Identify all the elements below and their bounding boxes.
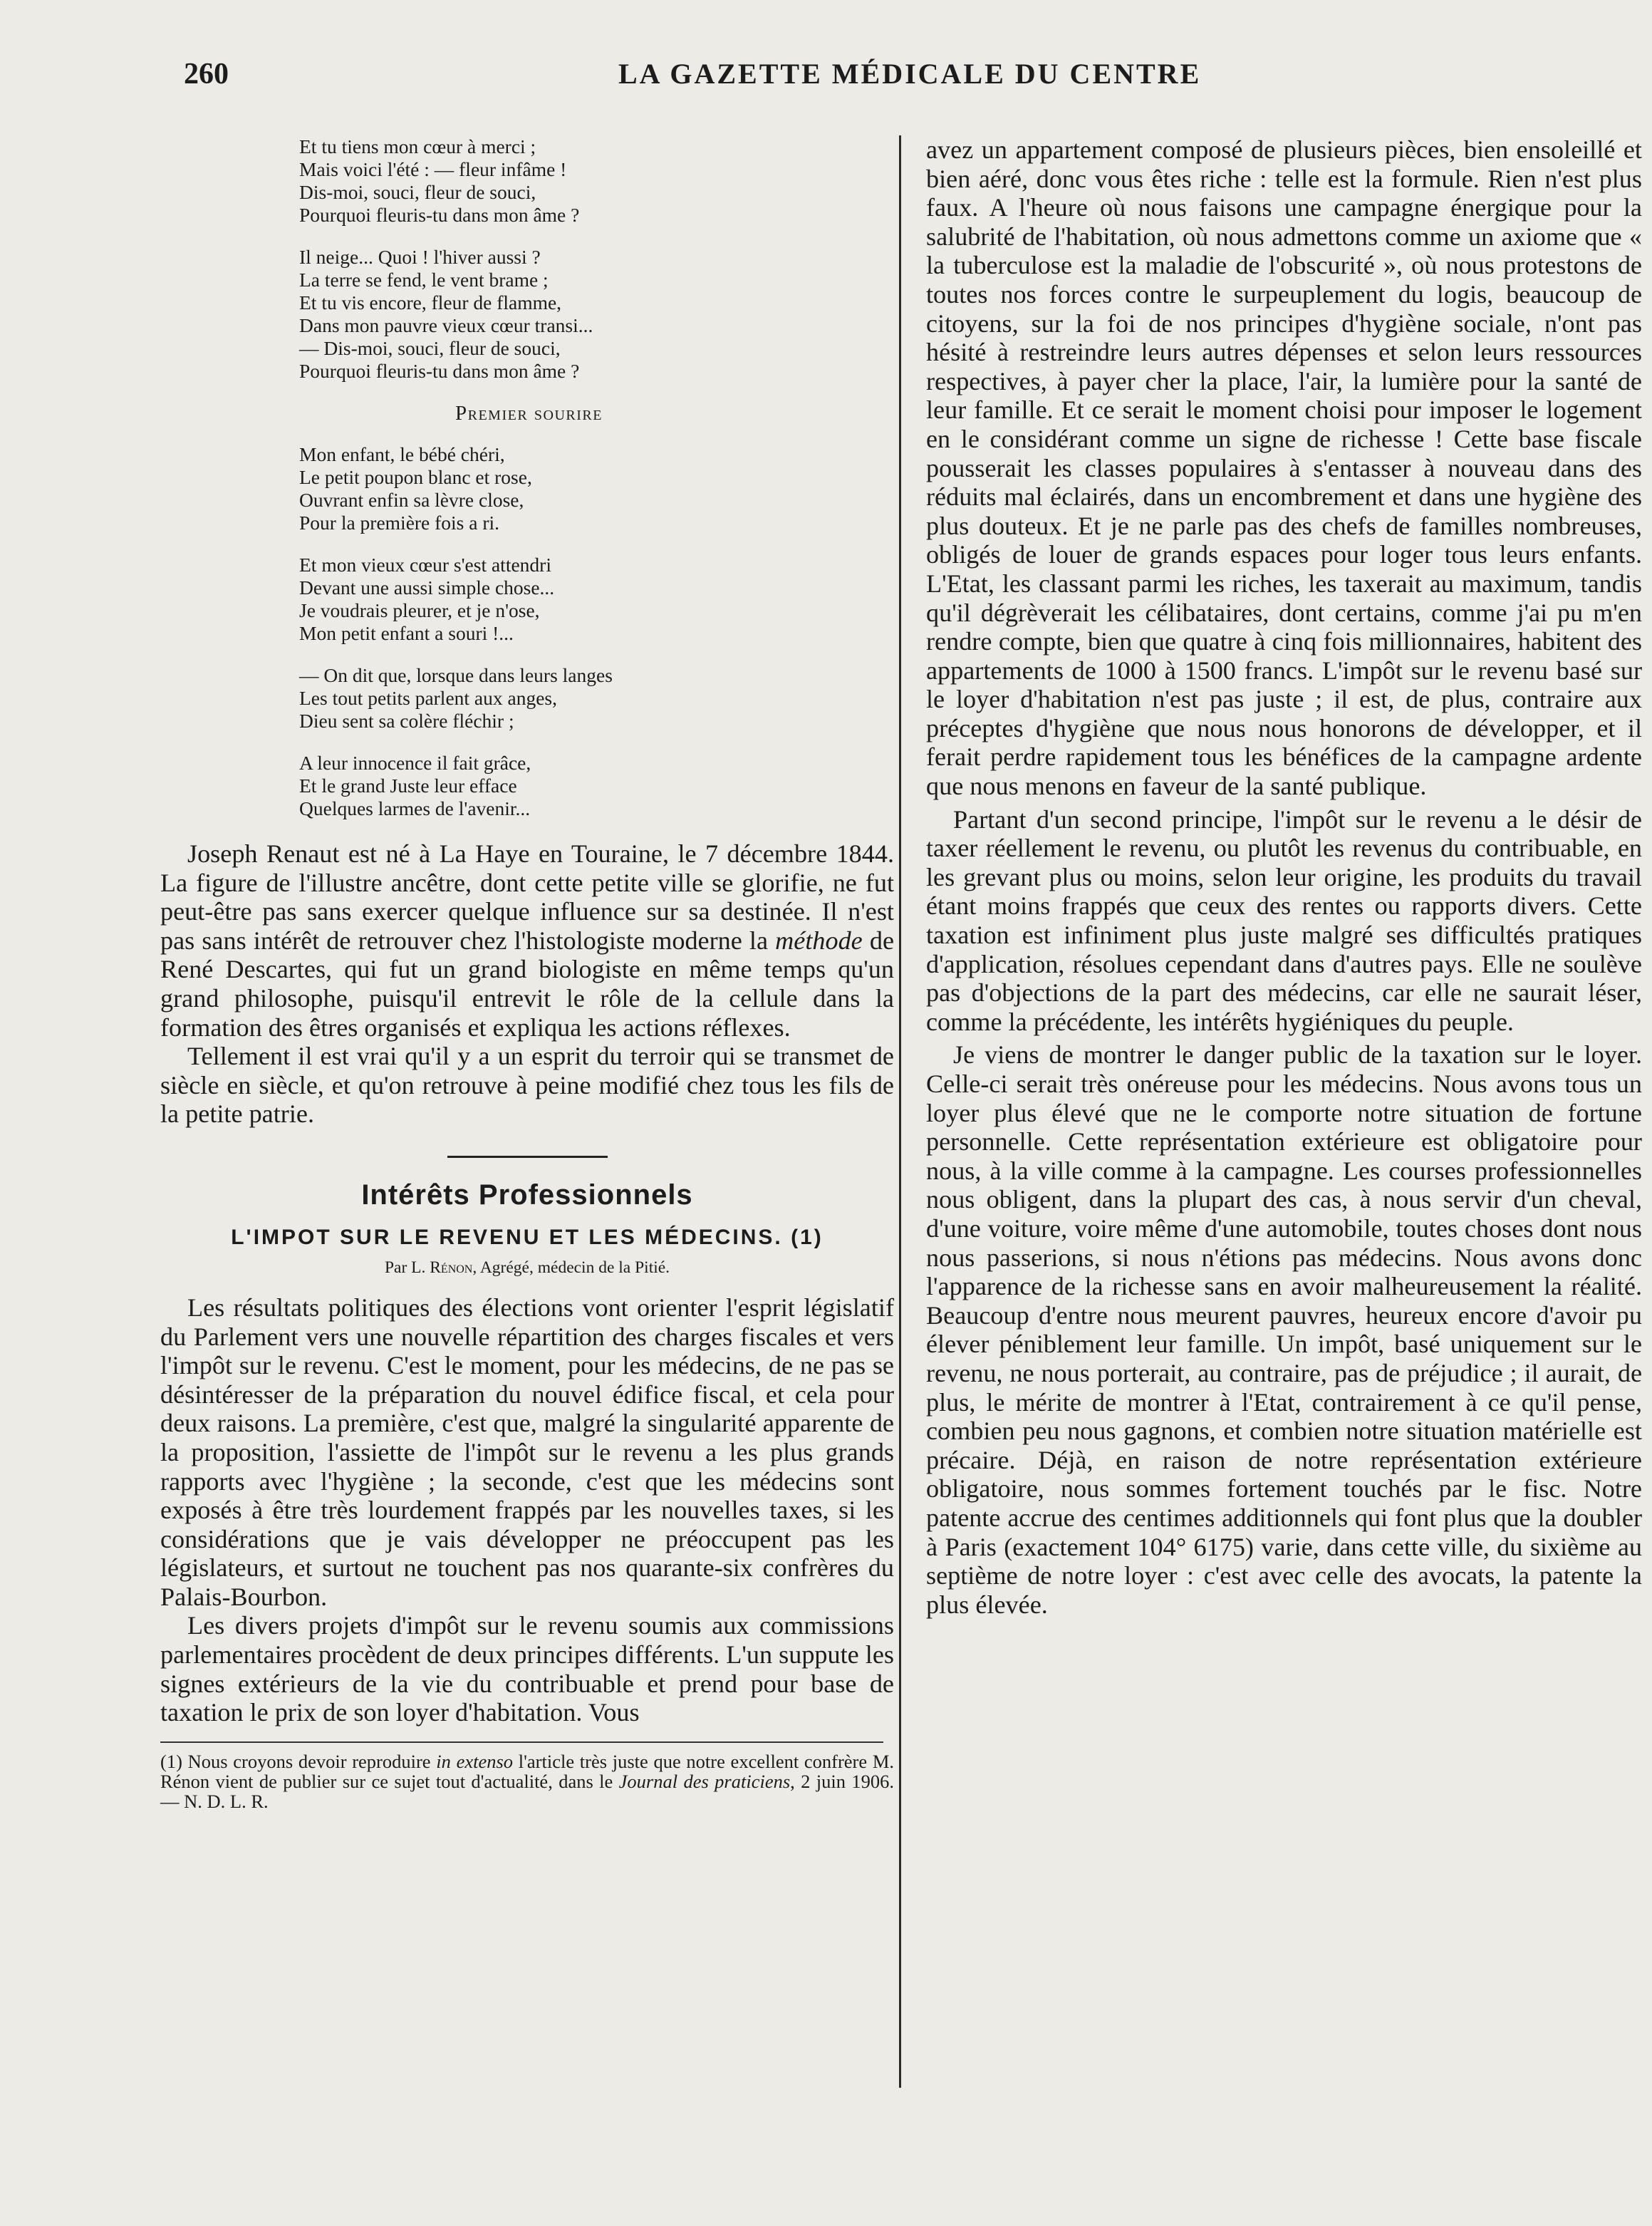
poem-line: Pour la première fois a ri.	[299, 512, 500, 534]
poem-line: Et mon vieux cœur s'est attendri	[299, 554, 551, 576]
poem-line: Et le grand Juste leur efface	[299, 775, 517, 797]
poem-stanza	[299, 664, 894, 732]
byline-suffix: , Agrégé, médecin de la Pitié.	[472, 1258, 670, 1277]
emphasis: in extenso	[436, 1750, 514, 1772]
article-text-left	[160, 1293, 894, 1727]
poem-line: Pourquoi fleuris-tu dans mon âme ?	[299, 204, 580, 226]
byline	[160, 1258, 894, 1278]
paragraph: avez un appartement composé de plusieurs pièces, bien ensoleillé et bien aéré, donc vous êtes riche : telle est la formule. Rien n'est plus faux. A l'heure où nous faisons une campagne énergique pour la salubrité de l'habitation, où nous admettons comme un axiome que « la tuberculose est la maladie de l'obscurité », où nous protestons de toutes nos forces contre le surpeuplement du logis, beaucoup de citoyens, sur la foi de nos principes d'hygiène sociale, n'ont pas hésité à restreindre leurs autres dépenses et selon leurs ressources respectives, à payer cher la place, l'air, la lumière pour la santé de leur famille. Et ce serait le moment choisi pour imposer le logement en le considérant comme un signe de richesse ! Cette base fiscale pousserait les classes populaires à s'entasser à nouveau dans des réduits mal éclairés, dans un encombrement et dans une hygiène des plus douteux. Et je ne parle pas des chefs de familles nombreuses, obligés de louer de grands espaces pour loger tous leurs enfants. L'Etat, les classant parmi les riches, les taxerait au maximum, tandis qu'il dégrèverait les célibataires, dont certains, comme j'ai pu m'en rendre compte, bien que quatre à cinq fois millionnaires, habitent des appartements de 1000 à 1500 francs. L'impôt sur le revenu basé sur le loyer d'habitation n'est pas juste ; il est, de plus, contraire aux préceptes d'hygiène que nous nous honorons de développer, et il ferait perdre rapidement tous les bénéfices de la campagne ardente que nous menons en faveur de la santé publique.	[926, 135, 1642, 801]
poem-line: Dis-moi, souci, fleur de souci,	[299, 181, 536, 203]
text-run: Joseph Renaut est né à La Haye en Touraine, le 7 décembre 1844. La figure de l'illustre ancêtre, dont cette petite ville se glorifie, ne fut peut-être pas sans exercer quelque influence sur sa destinée. Il n'est pas sans intérêt de retrouver chez l'histologiste moderne la	[160, 839, 894, 955]
poem-line: Le petit poupon blanc et rose,	[299, 466, 532, 488]
poem-line: Et tu tiens mon cœur à merci ;	[299, 135, 536, 157]
poem-line: Ouvrant enfin sa lèvre close,	[299, 489, 524, 511]
page-number: 260	[184, 58, 229, 90]
poem-line: Je voudrais pleurer, et je n'ose,	[299, 599, 540, 621]
page-header	[184, 57, 1202, 98]
poem-line: Pourquoi fleuris-tu dans mon âme ?	[299, 360, 580, 382]
emphasis: méthode	[775, 926, 863, 955]
column-divider	[899, 135, 901, 2088]
poem-line: A leur innocence il fait grâce,	[299, 752, 531, 774]
paragraph: Les divers projets d'impôt sur le revenu soumis aux commissions parlementaires procèdent de deux principes différents. L'un suppute les signes extérieurs de la vie du contribuable et prend pour base de taxation le prix de son loyer d'habitation. Vous	[160, 1611, 894, 1727]
paragraph: Tellement il est vrai qu'il y a un esprit du terroir qui se transmet de siècle en siècle, et qu'on retrouve à peine modifié chez tous les fils de la petite patrie.	[160, 1042, 894, 1129]
poem-line: Devant une aussi simple chose...	[299, 576, 555, 599]
article-text-right	[926, 135, 1642, 1619]
text-run: , 2 juin 1906. — N. D. L. R.	[160, 1770, 895, 1812]
right-column	[926, 135, 1642, 1623]
biography-text	[160, 839, 894, 1129]
poem-stanza	[299, 443, 894, 534]
byline-prefix: Par L.	[384, 1258, 426, 1277]
poem-line: Dans mon pauvre vieux cœur transi...	[299, 314, 593, 336]
text-run: l'article très juste que notre excellent confrère M. Rénon vient de publier sur ce sujet tout d'actualité, dans le	[160, 1750, 895, 1792]
poem-stanza	[299, 246, 894, 383]
author-name: Rénon	[430, 1258, 473, 1277]
journal-title: LA GAZETTE MÉDICALE DU CENTRE	[618, 58, 1202, 90]
text-run: de René Descartes, qui fut un grand biologiste en même temps qu'un grand philosophe, puisqu'il entrevit le rôle de la cellule dans la formation des êtres organisés et expliqua les actions réflexes.	[160, 926, 895, 1042]
poem-title: Premier sourire	[454, 402, 603, 425]
poem-line: Les tout petits parlent aux anges,	[299, 687, 557, 709]
poem-line: — Dis-moi, souci, fleur de souci,	[299, 337, 561, 359]
poem-stanza	[299, 554, 894, 645]
text-run: (1) Nous croyons devoir reproduire	[160, 1750, 431, 1772]
section-divider	[447, 1156, 608, 1158]
poem-line: Mais voici l'été : — fleur infâme !	[299, 158, 567, 180]
emphasis: Journal des praticiens	[618, 1770, 791, 1792]
footnote	[160, 1751, 894, 1811]
poem-line: Il neige... Quoi ! l'hiver aussi ?	[299, 246, 541, 268]
footnote-divider	[160, 1741, 883, 1743]
paragraph: Je viens de montrer le danger public de la taxation sur le loyer. Celle-ci serait très onéreuse pour les médecins. Nous avons tous un loyer plus élevé que ne le comporte notre situation de fortune personnelle. Cette représentation extérieure est obligatoire pour nous, à la ville comme à la campagne. Les courses professionnelles nous obligent, dans la plupart des cas, à nous servir d'un cheval, d'une voiture, voire même d'une automobile, toutes choses dont nous nous passerions, si nous n'étions pas médecins. Nous avons donc l'apparence de la richesse sans en avoir malheureusement la réalité. Beaucoup d'entre nous meurent pauvres, heureux encore d'avoir pu élever péniblement leur famille. Un impôt, basé uniquement sur le revenu, ne nous porterait, au contraire, pas de préjudice ; il aurait, de plus, le mérite de montrer à l'Etat, contrairement à ce qu'il pense, combien peu nous gagnons, et combien notre situation matérielle est précaire. Déjà, en raison de notre représentation extérieure obligatoire, nous sommes fortement touchés par le fisc. Notre patente accrue des centimes additionnels qui font plus que la doubler à Paris (exactement 104° 6175) varie, dans cette ville, du sixième au septième de notre loyer : c'est avec celle des avocats, la patente la plus élevée.	[926, 1040, 1642, 1619]
section-heading: Intérêts Professionnels	[361, 1179, 693, 1211]
poem-line: Mon enfant, le bébé chéri,	[299, 443, 505, 465]
poem	[299, 135, 894, 820]
poem-stanza	[299, 752, 894, 820]
paragraph: Partant d'un second principe, l'impôt sur le revenu a le désir de taxer réellement le revenu, ou plutôt les revenus du contribuable, en les grevant plus ou moins, selon leur origine, les produits du travail étant moins frappés que ceux des rentes ou rapports divers. Cette taxation est infiniment plus juste malgré ses difficultés pratiques d'application, résolues cependant dans d'autres pays. Elle ne soulève pas d'objections de la part des médecins, car elle ne saurait léser, comme la précédente, les intérêts hygiéniques du peuple.	[926, 804, 1642, 1036]
poem-line: Mon petit enfant a souri !...	[299, 622, 514, 644]
article-title: L'IMPOT SUR LE REVENU ET LES MÉDECINS. (1)	[231, 1225, 824, 1249]
poem-line: — On dit que, lorsque dans leurs langes	[299, 664, 613, 686]
poem-line: Et tu vis encore, fleur de flamme,	[299, 291, 562, 314]
poem-stanza	[299, 135, 894, 227]
poem-line: Quelques larmes de l'avenir...	[299, 797, 531, 819]
paragraph	[160, 839, 894, 1042]
poem-line: La terre se fend, le vent brame ;	[299, 269, 549, 291]
poem-line: Dieu sent sa colère fléchir ;	[299, 710, 514, 732]
left-column	[160, 135, 894, 1811]
paragraph: Les résultats politiques des élections vont orienter l'esprit législatif du Parlement vers une nouvelle répartition des charges fiscales et vers l'impôt sur le revenu. C'est le moment, pour les médecins, de ne pas se désintéresser de la préparation du nouvel édifice fiscal, et cela pour deux raisons. La première, c'est que, malgré la singularité apparente de la proposition, l'assiette de l'impôt sur le revenu a les plus grands rapports avec l'hygiène ; la seconde, c'est que les médecins sont exposés à être très lourdement frappés par les nouvelles taxes, si les considérations que je vais développer ne préoccupent pas les législateurs, et surtout ne touchent pas nos quarante-six confrères du Palais-Bourbon.	[160, 1293, 894, 1611]
